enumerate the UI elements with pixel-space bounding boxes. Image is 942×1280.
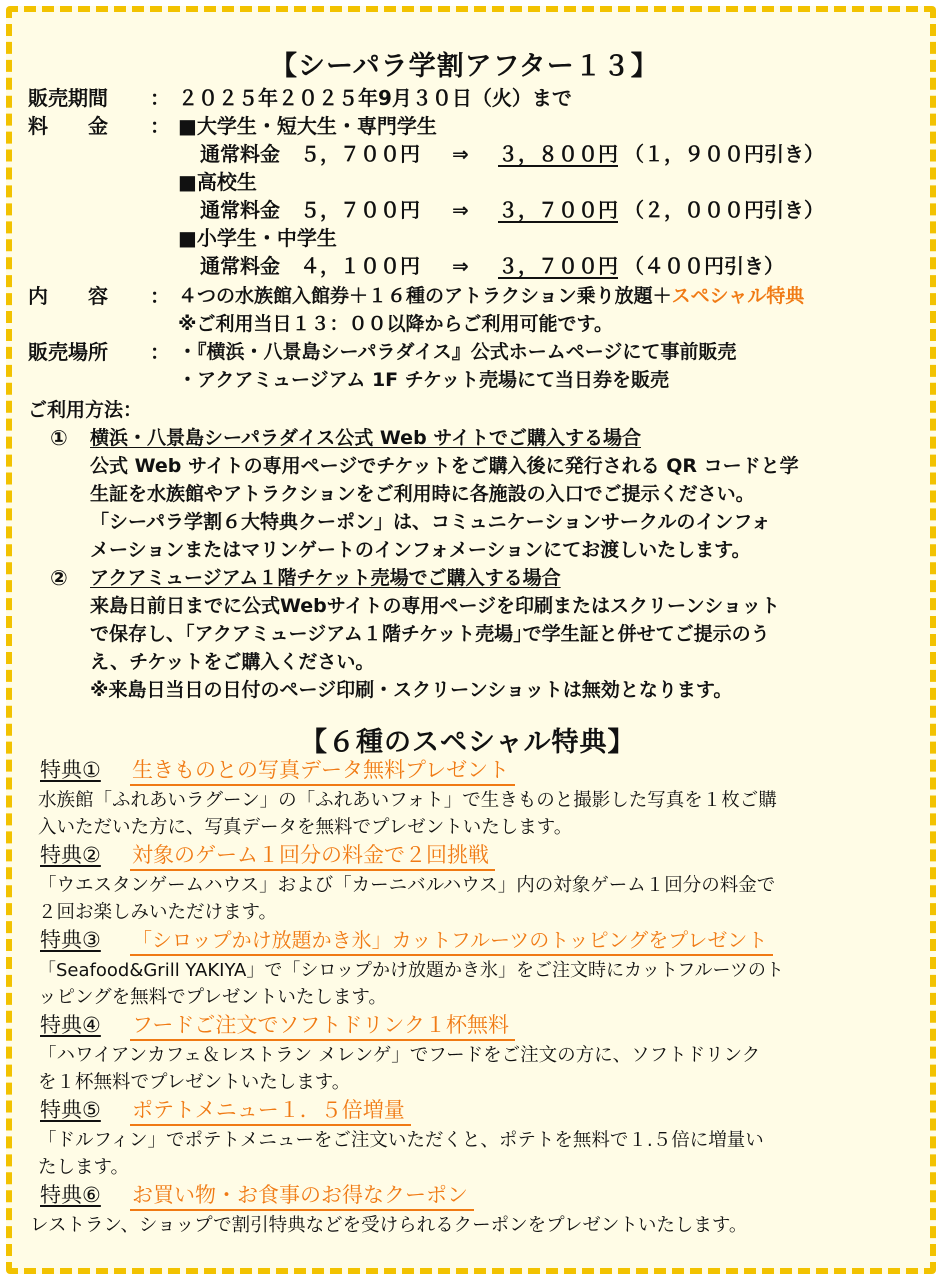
tokuten-label-5: 特典⑤: [40, 1098, 101, 1122]
usage-line: メーションまたはマリンゲートのインフォメーションにてお渡しいたします。: [90, 539, 751, 561]
fee-normal-highschool: 通常料金 ５，７００円: [200, 198, 420, 222]
tokuten-desc-line: 入いただいた方に、写真データを無料でプレゼントいたします。: [38, 817, 573, 838]
fee-price-elementary: ３，７００円: [498, 254, 618, 278]
tokuten-desc-line: 水族館「ふれあいラグーン」の「ふれあいフォト」で生きものと撮影した写真を１枚ご購: [38, 790, 777, 811]
sale-place-line2: ・アクアミュージアム 1F チケット売場にて当日券を販売: [178, 369, 670, 391]
tokuten-label-3: 特典③: [40, 928, 101, 952]
fees-colon: ：: [150, 114, 170, 138]
content-value: ４つの水族館入館券＋１６種のアトラクション乗り放題＋スペシャル特典: [178, 285, 805, 307]
content-highlight: スペシャル特典: [671, 285, 805, 307]
fee-price-university: ３，８００円: [498, 142, 618, 166]
tokuten-desc-line: レストラン、ショップで割引特典などを受けられるクーポンをプレゼントいたします。: [30, 1215, 748, 1236]
tokuten-desc-line: ッピングを無料でプレゼントいたします。: [38, 987, 387, 1008]
tokuten-title-6: お買い物・お食事のお得なクーポン: [130, 1181, 474, 1211]
fee-arrow-elementary: ⇒: [452, 254, 469, 278]
tokuten-title-1: 生きものとの写真データ無料プレゼント: [130, 756, 515, 786]
usage-line: え、チケットをご購入ください。: [90, 651, 375, 673]
usage-num-1: ①: [50, 426, 68, 450]
fee-discount-university: （１，９００円引き）: [624, 142, 824, 166]
tokuten-desc-line: ２回お楽しみいただけます。: [38, 902, 278, 923]
usage-line: 来島日前日までに公式Webサイトの専用ページを印刷またはスクリーンショット: [90, 595, 780, 617]
tokuten-label-2: 特典②: [40, 843, 101, 867]
tokuten-desc-line: 「ドルフィン」でポテトメニューをご注文いただくと、ポテトを無料で１.５倍に増量い: [38, 1130, 764, 1151]
usage-line: 「シーパラ学割６大特典クーポン」は、コミュニケーションサークルのインフォ: [90, 511, 771, 533]
sale-place-label: 販売場所: [28, 340, 108, 364]
usage-heading-2: アクアミュージアム１階チケット売場でご購入する場合: [90, 567, 561, 589]
usage-label: ご利用方法：: [28, 399, 143, 421]
tokuten-title-4: フードご注文でソフトドリンク１杯無料: [130, 1011, 515, 1041]
fee-category-university: ■大学生・短大生・専門学生: [178, 114, 437, 138]
tokuten-title-5: ポテトメニュー１．５倍増量: [130, 1096, 411, 1126]
tokuten-desc-line: 「ハワイアンカフェ＆レストラン メレンゲ」でフードをご注文の方に、ソフトドリンク: [38, 1045, 761, 1066]
fees-label: 料 金: [28, 114, 108, 138]
fee-arrow-highschool: ⇒: [452, 198, 469, 222]
usage-num-2: ②: [50, 566, 68, 590]
fee-category-elementary: ■小学生・中学生: [178, 226, 337, 250]
content-colon: ：: [150, 284, 170, 308]
fee-price-highschool: ３，７００円: [498, 198, 618, 222]
sale-place-line1: ・『横浜・八景島シーパラダイス』公式ホームページにて事前販売: [178, 341, 737, 363]
fee-normal-elementary: 通常料金 ４，１００円: [200, 254, 420, 278]
fee-discount-highschool: （２，０００円引き）: [624, 198, 824, 222]
tokuten-label-4: 特典④: [40, 1013, 101, 1037]
usage-line: 公式 Web サイトの専用ページでチケットをご購入後に発行される QR コードと学: [90, 455, 799, 477]
sale-place-colon: ：: [150, 340, 170, 364]
tokuten-desc-line: 「ウエスタンゲームハウス」および「カーニバルハウス」内の対象ゲーム１回分の料金で: [38, 875, 776, 896]
usage-line: で保存し、｢アクアミュージアム１階チケット売場｣で学生証と併せてご提示のう: [90, 623, 770, 645]
tokuten-title-3: 「シロップかけ放題かき氷」カットフルーツのトッピングをプレゼント: [130, 926, 773, 956]
main-title: 【シーパラ学割アフター１３】: [270, 51, 659, 82]
sale-period-value: ２０２５年２０２５年9月３０日（火）まで: [178, 86, 572, 110]
tokuten-desc-line: を１杯無料でプレゼントいたします。: [38, 1072, 351, 1093]
fee-category-highschool: ■高校生: [178, 170, 257, 194]
content-note: ※ご利用当日１３：００以降からご利用可能です。: [178, 313, 613, 335]
tokuten-desc-line: 「Seafood&Grill YAKIYA」で「シロップかけ放題かき氷」をご注文時にカットフルーツのト: [38, 960, 784, 981]
content-label: 内 容: [28, 284, 108, 308]
tokuten-desc-line: たします。: [38, 1157, 130, 1178]
usage-line: 生証を水族館やアトラクションをご利用時に各施設の入口でご提示ください。: [90, 483, 755, 505]
tokuten-label-1: 特典①: [40, 758, 101, 782]
special-title: 【６種のスペシャル特典】: [300, 727, 636, 758]
sale-period-label: 販売期間: [28, 86, 108, 110]
fee-normal-university: 通常料金 ５，７００円: [200, 142, 420, 166]
usage-heading-1: 横浜・八景島シーパラダイス公式 Web サイトでご購入する場合: [90, 427, 641, 449]
tokuten-label-6: 特典⑥: [40, 1183, 101, 1207]
sale-period-colon: ：: [150, 86, 170, 110]
tokuten-title-2: 対象のゲーム１回分の料金で２回挑戦: [130, 841, 495, 871]
usage-line: ※来島日当日の日付のページ印刷・スクリーンショットは無効となります。: [90, 679, 733, 701]
fee-discount-elementary: （４００円引き）: [624, 254, 784, 278]
fee-arrow-university: ⇒: [452, 142, 469, 166]
